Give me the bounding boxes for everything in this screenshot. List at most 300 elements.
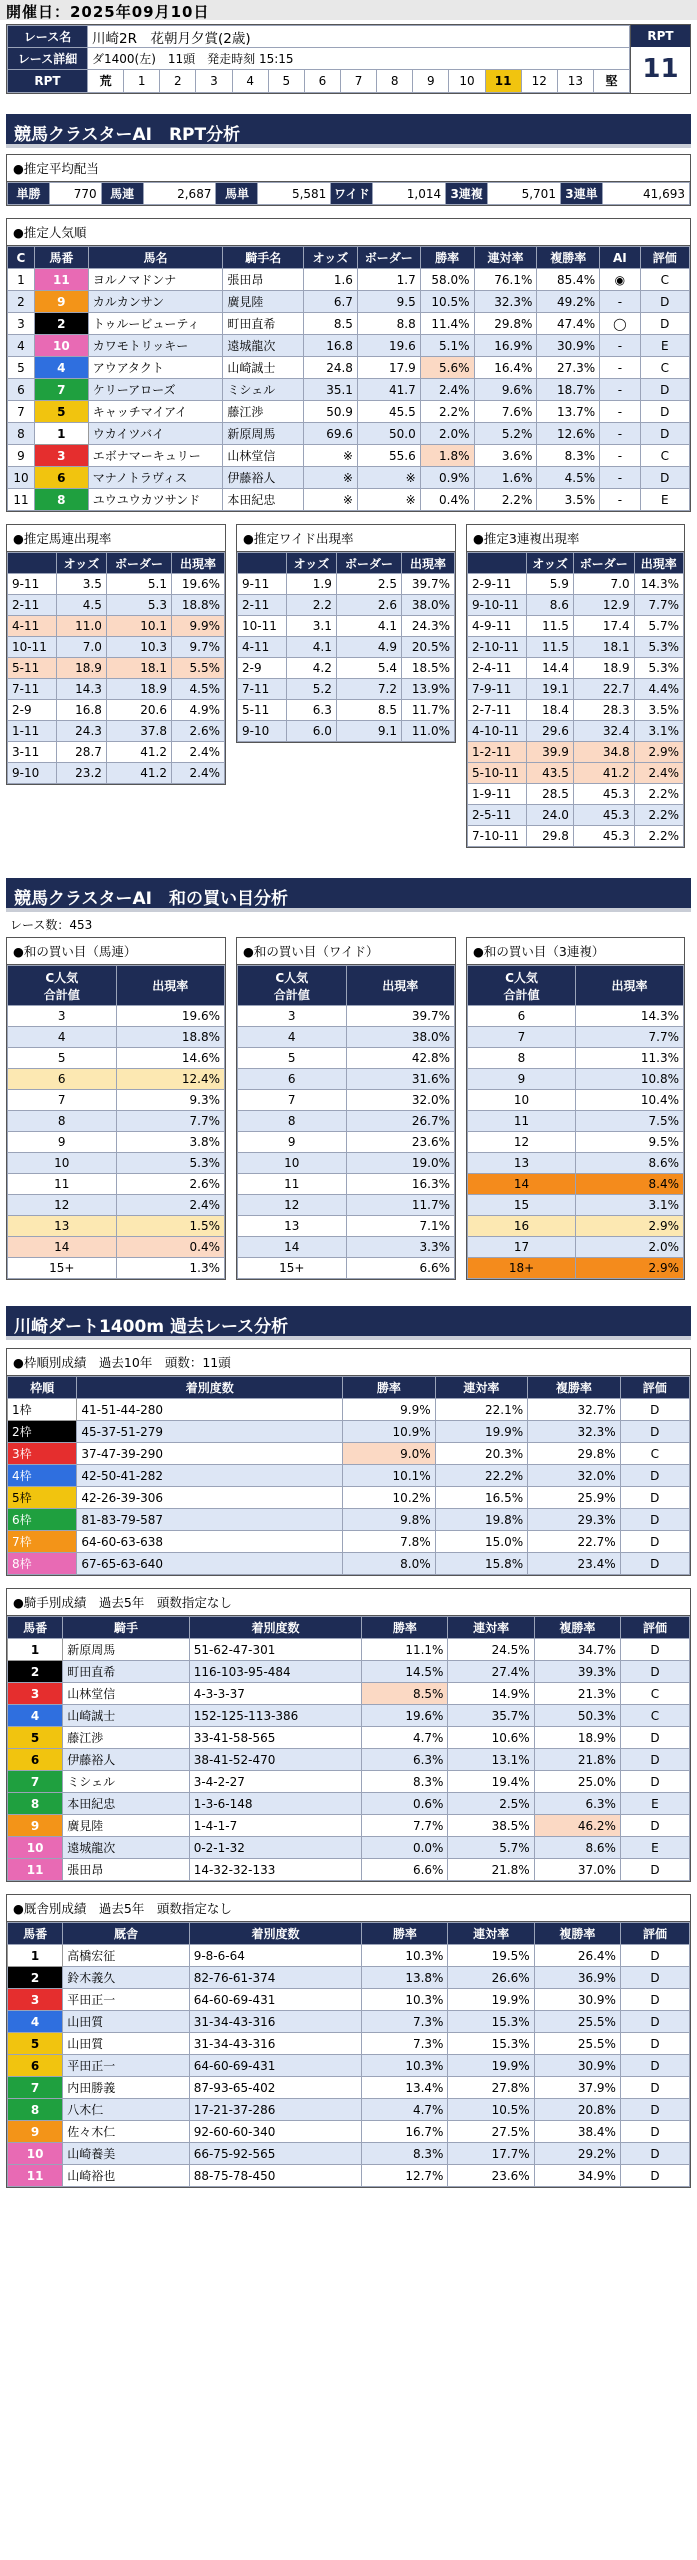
jockey-stats-label: ●騎手別成績 過去5年 頭数指定なし	[7, 1589, 690, 1616]
table-cell: 4	[8, 1705, 63, 1727]
table-cell: 24.8	[304, 357, 358, 379]
table-cell: 49.2%	[537, 291, 600, 313]
table-cell: -	[600, 489, 640, 511]
table-cell: 5	[8, 357, 35, 379]
rpt-scale-item: 5	[268, 70, 304, 92]
race-name: 川崎2R 花朝月夕賞(2歳)	[88, 26, 630, 48]
column-header: 騎手	[63, 1617, 190, 1639]
table-cell: 張田昂	[223, 269, 304, 291]
table-cell: 16.7%	[362, 2121, 448, 2143]
table-cell: 4	[8, 2011, 63, 2033]
table-cell: 山崎誠士	[223, 357, 304, 379]
table-cell: 山崎誠士	[63, 1705, 190, 1727]
table-cell: 51-62-47-301	[189, 1639, 362, 1661]
table-cell: 8.3%	[537, 445, 600, 467]
table-row	[468, 679, 684, 700]
table-cell: 7.5%	[576, 1111, 684, 1132]
table-cell: 30.9%	[537, 335, 600, 357]
table-cell: 2	[8, 1661, 63, 1683]
payout-value: 770	[50, 183, 102, 205]
table-row	[468, 1069, 684, 1090]
table-cell: -	[600, 467, 640, 489]
table-cell: 4.9	[336, 637, 401, 658]
table-cell: 152-125-113-386	[189, 1705, 362, 1727]
table-cell: 10.3%	[362, 1945, 448, 1967]
table-row	[238, 1174, 455, 1195]
table-cell: 41-51-44-280	[77, 1399, 343, 1421]
table-cell: -	[600, 335, 640, 357]
table-cell: D	[620, 2143, 689, 2165]
table-cell: D	[620, 2099, 689, 2121]
table-cell: 27.4%	[448, 1661, 534, 1683]
table-cell: 5.7%	[448, 1837, 534, 1859]
table-cell: D	[620, 2033, 689, 2055]
table-cell: 13.9%	[402, 679, 455, 700]
table-cell: 11.0	[56, 616, 106, 637]
wide-box	[236, 524, 456, 743]
date-header: 開催日：2025年09月10日	[0, 0, 697, 20]
table-row	[468, 1174, 684, 1195]
table-cell: 81-83-79-587	[77, 1509, 343, 1531]
column-header: 複勝率	[537, 247, 600, 269]
table-row	[8, 445, 690, 467]
table-row	[8, 2055, 690, 2077]
table-cell: 6.6%	[362, 1859, 448, 1881]
table-cell: 新原周馬	[223, 423, 304, 445]
table-cell: 25.0%	[534, 1771, 620, 1793]
umaren-label: ●推定馬連出現率	[7, 525, 225, 552]
table-cell: 11	[34, 269, 88, 291]
table-cell: 11.1%	[362, 1639, 448, 1661]
column-header: 勝率	[362, 1923, 448, 1945]
column-header: 勝率	[343, 1377, 435, 1399]
table-cell: カワモトリッキー	[88, 335, 223, 357]
table-cell: 20.3%	[435, 1443, 527, 1465]
table-cell: 6	[8, 2055, 63, 2077]
table-row	[8, 595, 225, 616]
table-row	[468, 1258, 684, 1279]
table-cell: 2	[34, 313, 88, 335]
table-cell: 5.5%	[172, 658, 225, 679]
section-title-past: 川崎ダート1400m 過去レース分析	[6, 1306, 691, 1340]
table-cell: D	[620, 2055, 689, 2077]
table-cell: C	[620, 1443, 689, 1465]
table-cell: 7-11	[8, 679, 57, 700]
column-header: ボーダー	[573, 553, 634, 574]
table-cell: 2.9%	[576, 1258, 684, 1279]
table-row	[468, 1237, 684, 1258]
table-cell: 8.4%	[576, 1174, 684, 1195]
table-cell: E	[620, 1837, 689, 1859]
table-cell: 37.0%	[534, 1859, 620, 1881]
column-header: 出現率	[172, 553, 225, 574]
table-cell: C	[620, 1683, 689, 1705]
table-cell: 4.7%	[362, 1727, 448, 1749]
sum-trio-label: ●和の買い目（3連複）	[467, 938, 684, 965]
table-cell: 0.4%	[116, 1237, 225, 1258]
rpt-scale-item: 堅	[593, 70, 629, 92]
table-cell: 41.7	[357, 379, 420, 401]
table-cell: ◯	[600, 313, 640, 335]
table-row	[8, 1531, 690, 1553]
table-cell: 6	[8, 1069, 117, 1090]
table-cell: 45.3	[573, 784, 634, 805]
table-cell: 8.6	[527, 595, 574, 616]
table-row	[8, 1465, 690, 1487]
table-row	[238, 1216, 455, 1237]
trio-box	[466, 524, 685, 848]
table-cell: 4枠	[8, 1465, 77, 1487]
table-row	[238, 1111, 455, 1132]
table-cell: 30.9%	[534, 1989, 620, 2011]
table-cell: 2-4-11	[468, 658, 527, 679]
table-cell: 16.4%	[474, 357, 537, 379]
table-cell: 18.5%	[402, 658, 455, 679]
table-cell: 7.7%	[116, 1111, 225, 1132]
rpt-title: RPT	[631, 25, 690, 47]
table-cell: 3.5%	[634, 700, 683, 721]
table-cell: 平田正一	[63, 1989, 190, 2011]
table-row	[8, 1989, 690, 2011]
table-cell: 9-10	[238, 721, 287, 742]
payout-type: ワイド	[331, 183, 373, 205]
table-cell: 4.5%	[537, 467, 600, 489]
table-cell: 2.0%	[576, 1237, 684, 1258]
table-cell: 32.0%	[528, 1465, 620, 1487]
table-cell: 4	[8, 335, 35, 357]
table-row	[468, 784, 684, 805]
table-cell: 山田質	[63, 2033, 190, 2055]
column-header: ボーダー	[357, 247, 420, 269]
column-header: 勝率	[362, 1617, 448, 1639]
table-cell: 4	[8, 1027, 117, 1048]
column-header: 着別度数	[189, 1617, 362, 1639]
table-row	[8, 2143, 690, 2165]
table-cell: ※	[304, 489, 358, 511]
table-cell: 八木仁	[63, 2099, 190, 2121]
table-cell: 23.6%	[448, 2165, 534, 2187]
table-cell: 1	[8, 1945, 63, 1967]
race-name-label: レース名	[8, 26, 88, 48]
table-cell: 39.3%	[534, 1661, 620, 1683]
column-header: C人気 合計値	[468, 966, 576, 1006]
table-cell: 1	[8, 269, 35, 291]
table-cell: 9.7%	[172, 637, 225, 658]
table-cell: 18.9	[56, 658, 106, 679]
table-cell: 10.5%	[448, 2099, 534, 2121]
table-row	[8, 1399, 690, 1421]
table-cell: C	[640, 445, 689, 467]
table-cell: 11.7%	[346, 1195, 455, 1216]
table-row	[468, 1006, 684, 1027]
table-cell: 4	[238, 1027, 347, 1048]
rpt-scale	[88, 70, 629, 92]
section-title-rpt: 競馬クラスターAI RPT分析	[6, 114, 691, 148]
table-cell: 5.3	[106, 595, 171, 616]
table-row	[8, 1705, 690, 1727]
table-cell: 5.2%	[474, 423, 537, 445]
column-header: 出現率	[576, 966, 684, 1006]
table-cell: 36.9%	[534, 1967, 620, 1989]
table-cell: 10.3%	[362, 2055, 448, 2077]
table-cell: D	[620, 1815, 689, 1837]
column-header: 出現率	[402, 553, 455, 574]
table-cell: 2.6%	[116, 1174, 225, 1195]
table-row	[8, 2033, 690, 2055]
table-cell: 19.9%	[448, 1989, 534, 2011]
table-row	[8, 269, 690, 291]
table-cell: 38.0%	[402, 595, 455, 616]
table-cell: 2-9-11	[468, 574, 527, 595]
table-cell: D	[620, 1727, 689, 1749]
table-row	[8, 637, 225, 658]
table-row	[8, 1090, 225, 1111]
table-cell: 11.5	[527, 637, 574, 658]
table-cell: 2.9%	[576, 1216, 684, 1237]
table-cell: 45.5	[357, 401, 420, 423]
table-cell: 19.8%	[435, 1509, 527, 1531]
table-cell: E	[620, 1793, 689, 1815]
table-cell: D	[620, 1421, 689, 1443]
table-cell: 82-76-61-374	[189, 1967, 362, 1989]
table-cell: 5.2	[286, 679, 336, 700]
table-cell: D	[620, 1989, 689, 2011]
table-cell: 2-9	[8, 700, 57, 721]
table-cell: 4.5	[56, 595, 106, 616]
table-row	[8, 1859, 690, 1881]
table-cell: 64-60-69-431	[189, 2055, 362, 2077]
table-cell: 12.4%	[116, 1069, 225, 1090]
table-cell: 2	[8, 291, 35, 313]
table-cell: 10.3%	[362, 1989, 448, 2011]
table-row	[8, 1793, 690, 1815]
table-cell: 7	[34, 379, 88, 401]
race-detail: ダ1400(左) 11頭 発走時刻 15:15	[88, 48, 630, 70]
table-cell: 13	[8, 1216, 117, 1237]
table-cell: 1枠	[8, 1399, 77, 1421]
table-cell: 24.3	[56, 721, 106, 742]
table-cell: 41.2	[573, 763, 634, 784]
sum-umaren-label: ●和の買い目（馬連）	[7, 938, 225, 965]
rpt-scale-item: 1	[123, 70, 159, 92]
table-cell: D	[620, 1487, 689, 1509]
payout-type: 3連複	[446, 183, 488, 205]
table-cell: ユウユウカツサンド	[88, 489, 223, 511]
column-header: 馬番	[34, 247, 88, 269]
table-cell: D	[620, 1509, 689, 1531]
table-cell: 5	[238, 1048, 347, 1069]
column-header: ボーダー	[336, 553, 401, 574]
table-cell: 50.9	[304, 401, 358, 423]
table-cell: D	[620, 1749, 689, 1771]
table-cell: 12.7%	[362, 2165, 448, 2187]
column-header: 連対率	[435, 1377, 527, 1399]
table-cell: 15.0%	[435, 1531, 527, 1553]
table-cell: 6枠	[8, 1509, 77, 1531]
table-cell: 5-11	[238, 700, 287, 721]
table-cell: -	[600, 423, 640, 445]
table-cell: 7.7%	[362, 1815, 448, 1837]
payout-value: 5,581	[258, 183, 331, 205]
table-row	[8, 679, 225, 700]
table-cell: 31-34-43-316	[189, 2033, 362, 2055]
table-cell: 2.2%	[634, 805, 683, 826]
table-row	[238, 574, 455, 595]
column-header: オッズ	[527, 553, 574, 574]
table-cell: 29.3%	[528, 1509, 620, 1531]
table-cell: 5.6%	[420, 357, 474, 379]
table-cell: 28.7	[56, 742, 106, 763]
table-cell: 1.7	[357, 269, 420, 291]
column-header: 騎手名	[223, 247, 304, 269]
table-row	[8, 1661, 690, 1683]
table-cell: 7.7%	[634, 595, 683, 616]
table-cell: 22.7	[573, 679, 634, 700]
table-cell: 山崎養美	[63, 2143, 190, 2165]
table-cell: 3.8%	[116, 1132, 225, 1153]
table-row	[468, 1111, 684, 1132]
trio-label: ●推定3連複出現率	[467, 525, 684, 552]
table-row	[468, 574, 684, 595]
table-row	[8, 1111, 225, 1132]
table-row	[8, 1509, 690, 1531]
table-cell: 5枠	[8, 1487, 77, 1509]
table-row	[8, 489, 690, 511]
table-cell: 17.9	[357, 357, 420, 379]
rpt-scale-item: 13	[557, 70, 593, 92]
sum-tables	[6, 937, 691, 1280]
table-cell: 2-9	[238, 658, 287, 679]
table-cell: 5	[8, 2033, 63, 2055]
table-cell: 92-60-60-340	[189, 2121, 362, 2143]
rpt-scale-item: 7	[340, 70, 376, 92]
table-cell: 2.2%	[420, 401, 474, 423]
table-cell: ※	[357, 489, 420, 511]
table-cell: キャッチマイアイ	[88, 401, 223, 423]
column-header: 着別度数	[189, 1923, 362, 1945]
jockey-stats-table	[7, 1616, 690, 1881]
table-cell: 新原周馬	[63, 1639, 190, 1661]
table-cell: 8.5	[304, 313, 358, 335]
table-cell: 17	[468, 1237, 576, 1258]
table-cell: 2枠	[8, 1421, 77, 1443]
table-cell: 39.7%	[402, 574, 455, 595]
table-cell: 10.4%	[576, 1090, 684, 1111]
table-cell: 16.8	[56, 700, 106, 721]
table-row	[238, 1132, 455, 1153]
table-cell: 2.4%	[172, 763, 225, 784]
table-cell: 4-9-11	[468, 616, 527, 637]
table-row	[8, 1837, 690, 1859]
table-cell: E	[640, 489, 689, 511]
table-cell: 町田直希	[223, 313, 304, 335]
table-cell: カルカンサン	[88, 291, 223, 313]
table-cell: 10.1%	[343, 1465, 435, 1487]
table-row	[8, 2165, 690, 2187]
table-cell: 45-37-51-279	[77, 1421, 343, 1443]
table-cell: 6	[238, 1069, 347, 1090]
table-cell: C	[620, 1705, 689, 1727]
column-header: 着別度数	[77, 1377, 343, 1399]
table-cell: 7枠	[8, 1531, 77, 1553]
column-header: C人気 合計値	[238, 966, 347, 1006]
table-row	[468, 1216, 684, 1237]
table-cell: 0-2-1-32	[189, 1837, 362, 1859]
table-cell: 12	[238, 1195, 347, 1216]
table-cell: 9	[468, 1069, 576, 1090]
table-cell: 4.4%	[634, 679, 683, 700]
rpt-scale-item: 4	[232, 70, 268, 92]
table-row	[468, 1195, 684, 1216]
table-cell: 11.4%	[420, 313, 474, 335]
table-cell: 87-93-65-402	[189, 2077, 362, 2099]
table-cell: 35.7%	[448, 1705, 534, 1727]
table-cell: 32.4	[573, 721, 634, 742]
table-row	[8, 658, 225, 679]
table-row	[238, 1258, 455, 1279]
table-cell: 7-10-11	[468, 826, 527, 847]
table-cell: 9-11	[8, 574, 57, 595]
table-cell: 9	[8, 1815, 63, 1837]
table-cell: 1.3%	[116, 1258, 225, 1279]
table-cell: 7-11	[238, 679, 287, 700]
table-cell: 18.1	[106, 658, 171, 679]
table-cell: 6	[8, 1749, 63, 1771]
payout-type: 馬連	[101, 183, 143, 205]
table-cell: 9	[8, 2121, 63, 2143]
table-cell: 9.9%	[172, 616, 225, 637]
table-cell: 9.6%	[474, 379, 537, 401]
table-cell: 内田勝義	[63, 2077, 190, 2099]
table-row	[468, 1048, 684, 1069]
table-cell: 2.4%	[634, 763, 683, 784]
table-cell: 22.1%	[435, 1399, 527, 1421]
table-cell: 遠城龍次	[63, 1837, 190, 1859]
table-cell: 7.1%	[346, 1216, 455, 1237]
table-cell: 38.0%	[346, 1027, 455, 1048]
table-cell: D	[620, 1945, 689, 1967]
table-cell: 11	[8, 489, 35, 511]
table-cell: 9.5%	[576, 1132, 684, 1153]
table-row	[468, 1153, 684, 1174]
table-cell: 10	[8, 2143, 63, 2165]
table-cell: 29.8	[527, 826, 574, 847]
table-cell: 10	[468, 1090, 576, 1111]
table-cell: 8.3%	[362, 1771, 448, 1793]
table-row	[8, 2121, 690, 2143]
table-cell: 19.6	[357, 335, 420, 357]
table-row	[238, 595, 455, 616]
table-cell: 6	[8, 379, 35, 401]
table-cell: 38.4%	[534, 2121, 620, 2143]
table-row	[8, 1048, 225, 1069]
table-cell: 25.9%	[528, 1487, 620, 1509]
table-cell: 6	[468, 1006, 576, 1027]
table-cell: 2-11	[238, 595, 287, 616]
table-cell: 10.5%	[420, 291, 474, 313]
rpt-scale-label: RPT	[8, 70, 88, 93]
table-cell: 14.3%	[634, 574, 683, 595]
table-cell: 4-3-3-37	[189, 1683, 362, 1705]
table-cell: 88-75-78-450	[189, 2165, 362, 2187]
table-cell: 16	[468, 1216, 576, 1237]
table-cell: 9-10-11	[468, 595, 527, 616]
table-cell: 佐々木仁	[63, 2121, 190, 2143]
table-cell: 27.3%	[537, 357, 600, 379]
column-header	[238, 553, 287, 574]
payout-type: 馬単	[216, 183, 258, 205]
table-cell: 116-103-95-484	[189, 1661, 362, 1683]
